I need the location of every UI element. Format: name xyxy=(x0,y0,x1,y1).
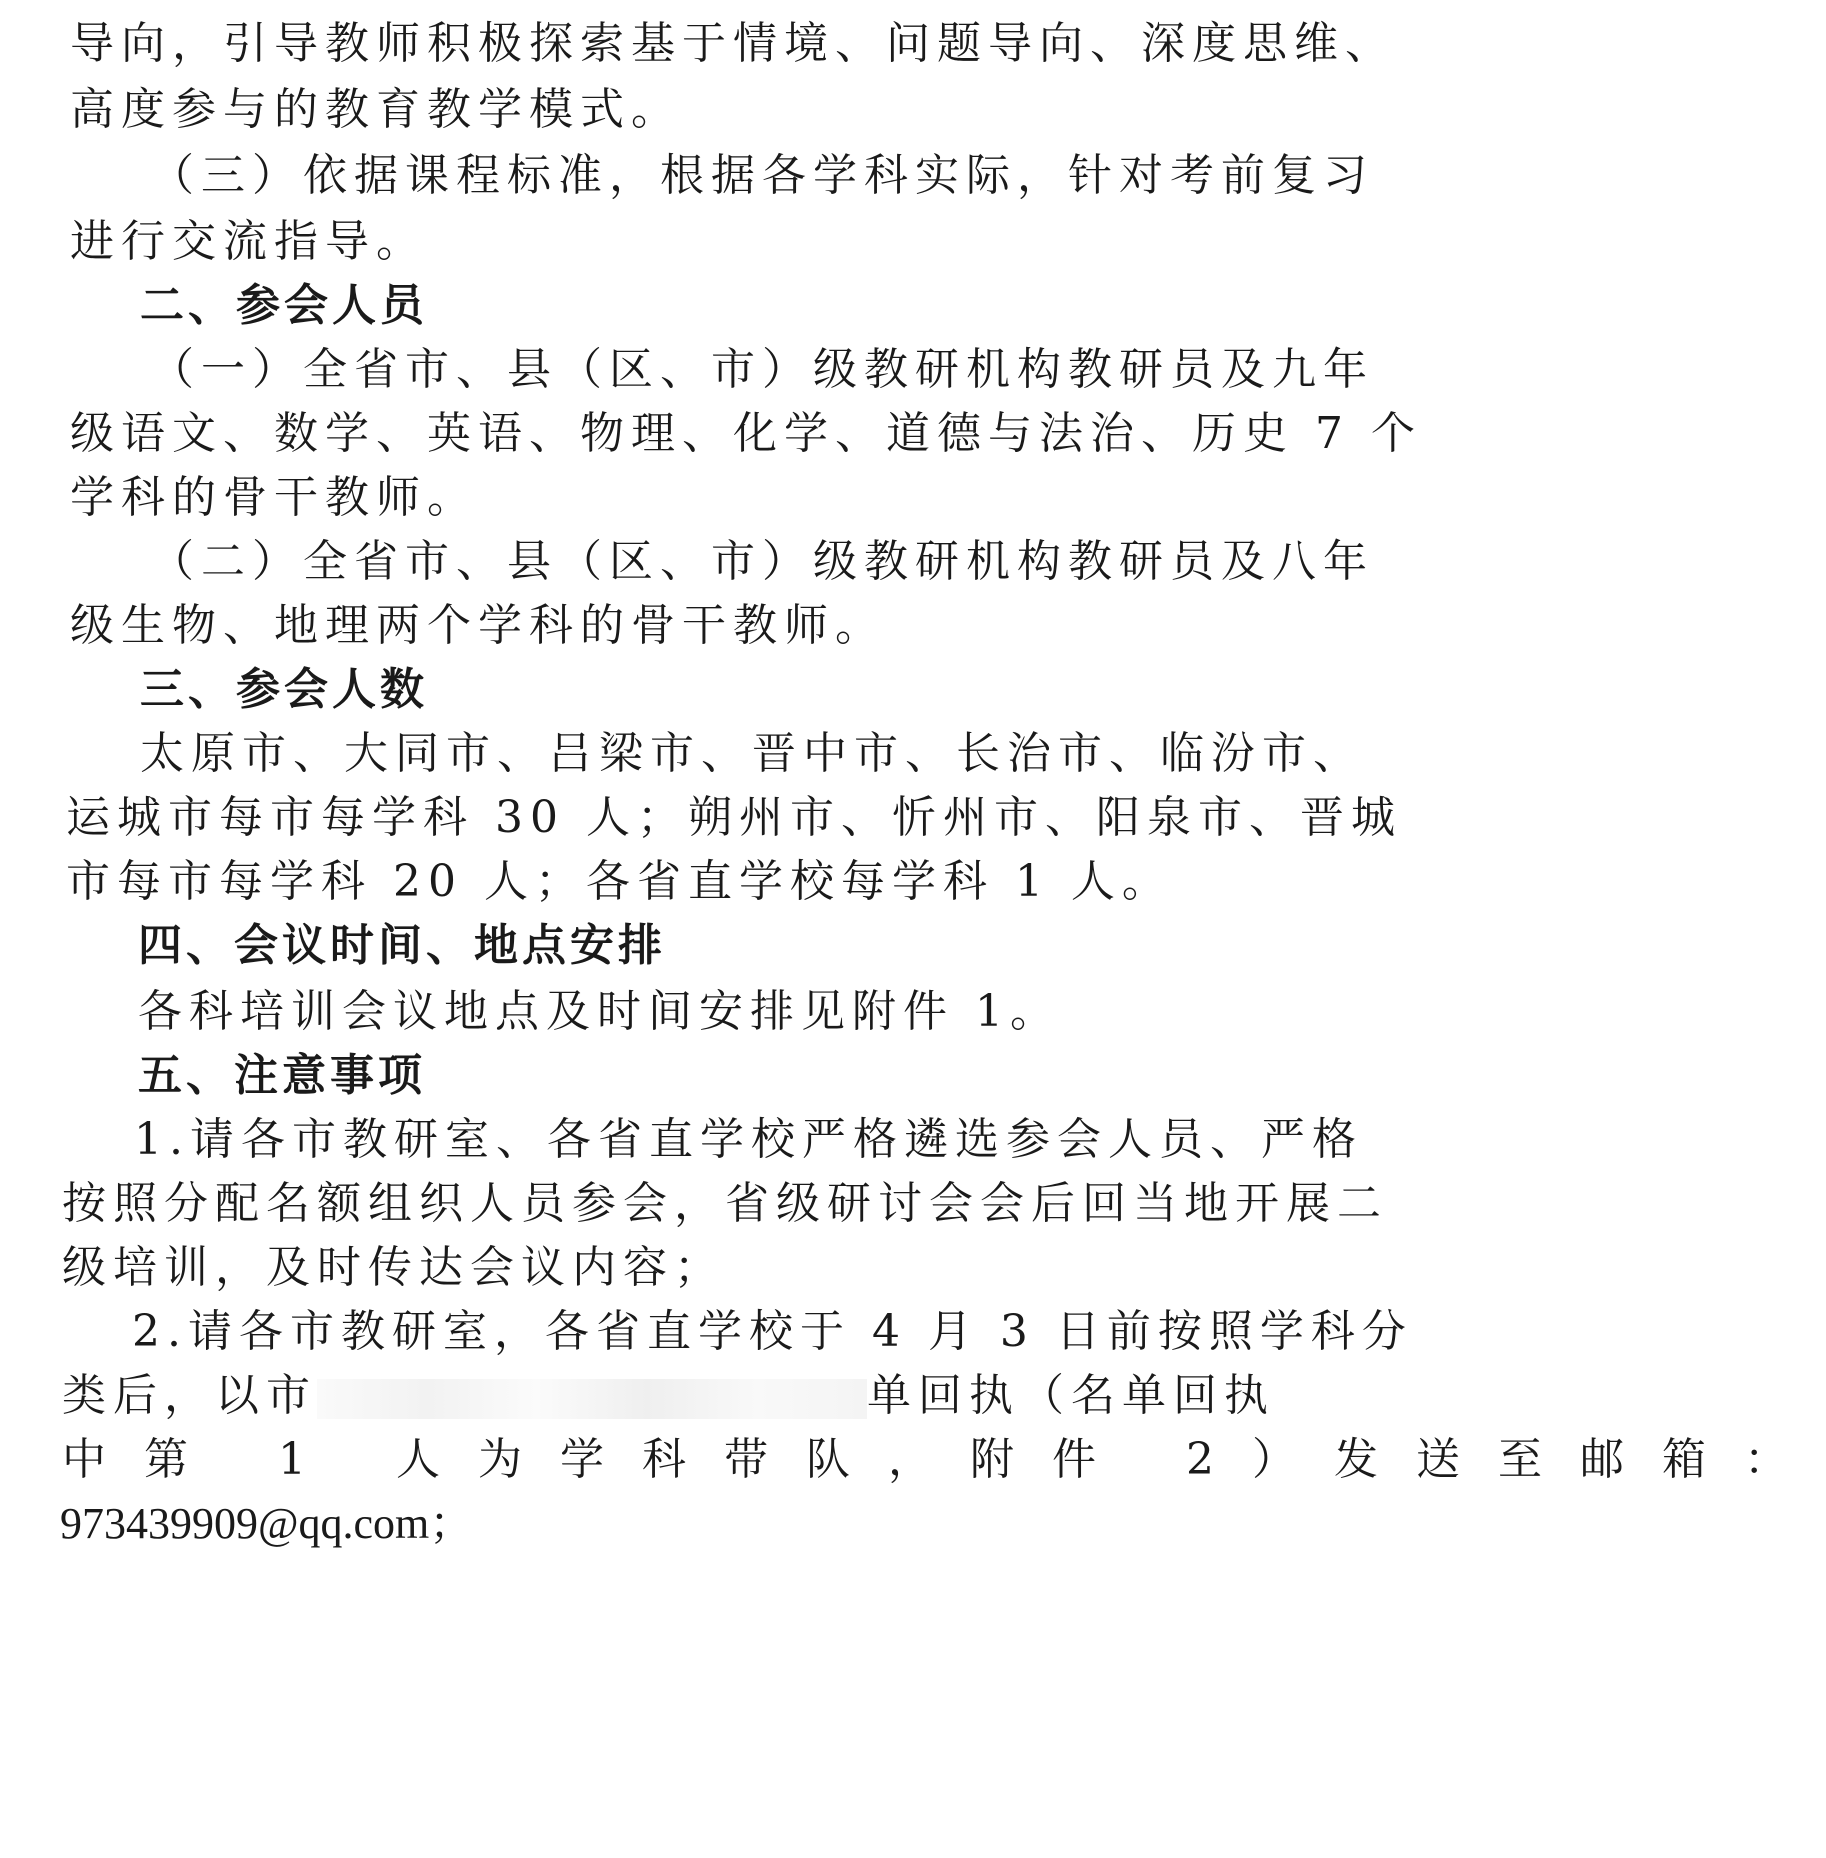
paragraph-line: 中第 1 人为学科带队，附件 2）发送至邮箱： xyxy=(62,1434,1826,1485)
section-heading: 二、参会人员 xyxy=(140,280,428,331)
line-segment: 类后，以市 xyxy=(62,1370,317,1421)
paragraph-line: 按照分配名额组织人员参会，省级研讨会会后回当地开展二 xyxy=(62,1178,1388,1229)
section-heading: 四、会议时间、地点安排 xyxy=(138,920,666,971)
section-heading: 三、参会人数 xyxy=(140,664,428,715)
paragraph-line: 2.请各市教研室，各省直学校于 4 月 3 日前按照学科分 xyxy=(132,1306,1413,1357)
paragraph-line: 1.请各市教研室、各省直学校严格遴选参会人员、严格 xyxy=(134,1114,1363,1165)
paragraph-line: 高度参与的教育教学模式。 xyxy=(70,84,682,135)
paragraph-line: 级语文、数学、英语、物理、化学、道德与法治、历史 7 个 xyxy=(70,408,1422,459)
paragraph-line: 导向，引导教师积极探索基于情境、问题导向、深度思维、 xyxy=(70,18,1396,69)
paragraph-line xyxy=(62,1366,1275,1426)
paragraph-line: 进行交流指导。 xyxy=(70,216,427,267)
paragraph-line: 太原市、大同市、吕梁市、晋中市、长治市、临汾市、 xyxy=(140,728,1364,779)
line-segment: 单回执（名单回执 xyxy=(867,1370,1275,1421)
paragraph-line: 学科的骨干教师。 xyxy=(70,472,478,523)
paragraph-line: 市每市每学科 20 人；各省直学校每学科 1 人。 xyxy=(66,856,1173,907)
paragraph-line: 级生物、地理两个学科的骨干教师。 xyxy=(70,600,886,651)
paragraph-line: （三）依据课程标准，根据各学科实际，针对考前复习 xyxy=(150,150,1374,201)
paragraph-line: （二）全省市、县（区、市）级教研机构教研员及八年 xyxy=(150,536,1374,587)
redacted-area xyxy=(317,1379,867,1419)
section-heading: 五、注意事项 xyxy=(138,1050,426,1101)
paragraph-line: （一）全省市、县（区、市）级教研机构教研员及九年 xyxy=(150,344,1374,395)
paragraph-line: 级培训，及时传达会议内容； xyxy=(62,1242,725,1293)
paragraph-line: 各科培训会议地点及时间安排见附件 1。 xyxy=(138,986,1061,1037)
email-address: 973439909@qq.com； xyxy=(60,1499,474,1548)
paragraph-line: 运城市每市每学科 30 人；朔州市、忻州市、阳泉市、晋城 xyxy=(66,792,1402,843)
